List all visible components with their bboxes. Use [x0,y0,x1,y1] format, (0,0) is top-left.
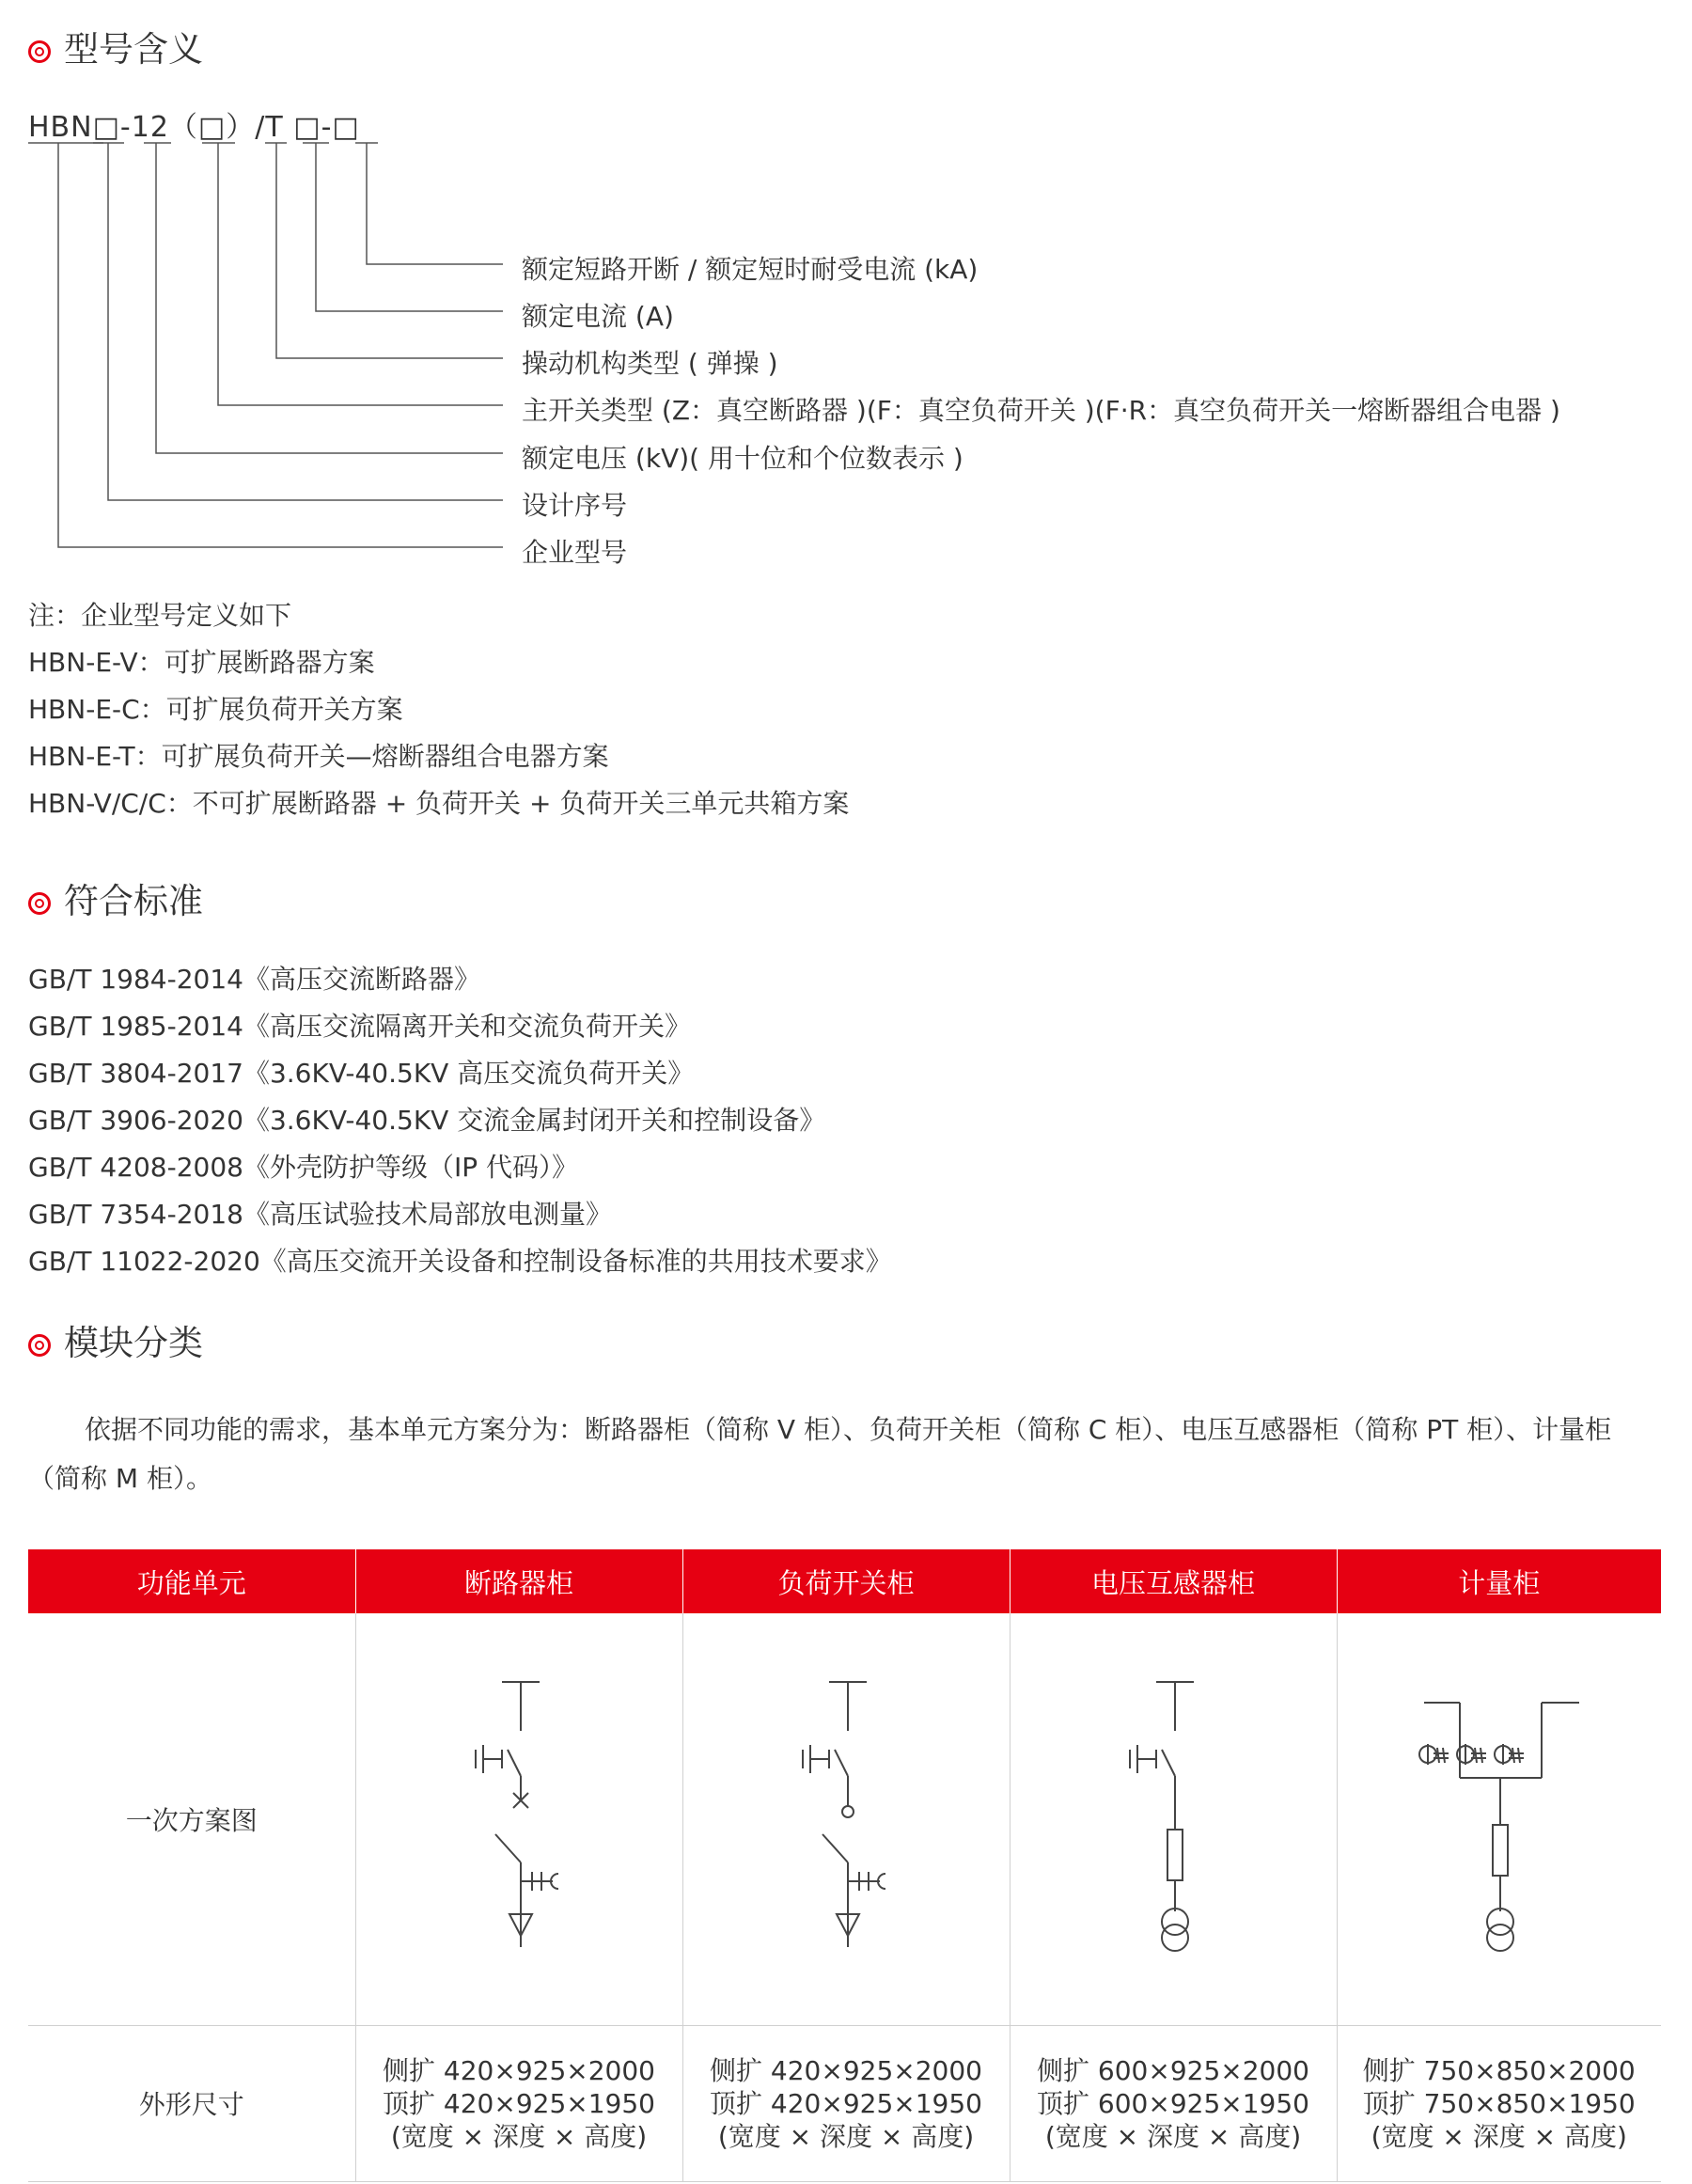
note-line: HBN-V/C/C：不可扩展断路器 + 负荷开关 + 负荷开关三单元共箱方案 [28,788,850,819]
note-line: HBN-E-V：可扩展断路器方案 [28,647,375,678]
size-side: 侧扩 600×925×2000 [1037,2054,1309,2086]
diagram-cell [355,1613,682,2025]
size-note: (宽度 × 深度 × 高度) [390,2120,648,2152]
meaning-rated-current: 额定电流 (A) [522,301,674,332]
size-cell [1010,2025,1337,2181]
model-code-lines [0,0,1692,583]
meaning-switch-type: 主开关类型 (Z：真空断路器 )(F：真空负荷开关 )(F·R：真空负荷开关一熔断器组合电器 ) [522,395,1560,426]
meaning-rated-voltage: 额定电压 (kV)( 用十位和个位数表示 ) [522,443,964,474]
standard-item: GB/T 1985-2014《高压交流隔离开关和交流负荷开关》 [28,1011,691,1042]
standard-item: GB/T 3906-2020《3.6KV-40.5KV 交流金属封闭开关和控制设备》 [28,1105,826,1136]
meaning-mechanism: 操动机构类型 ( 弹操 ) [522,348,778,379]
meaning-design-number: 设计序号 [522,490,628,521]
standards-section-title: 符合标准 [28,872,203,923]
load-switch-single-line-diagram-icon [790,1674,902,1956]
row-label-size: 外形尺寸 [28,2025,355,2181]
size-top: 顶扩 750×850×1950 [1362,2087,1636,2119]
size-top: 顶扩 600×925×1950 [1037,2087,1309,2119]
size-cell [355,2025,682,2181]
size-note: (宽度 × 深度 × 高度) [717,2120,975,2152]
size-note: (宽度 × 深度 × 高度) [1371,2120,1627,2152]
note-line: HBN-E-C：可扩展负荷开关方案 [28,694,403,725]
size-cell [682,2025,1010,2181]
double-circle-icon [28,1334,51,1357]
standard-item: GB/T 7354-2018《高压试验技术局部放电测量》 [28,1199,612,1230]
size-side: 侧扩 420×925×2000 [383,2054,655,2086]
note-line: HBN-E-T：可扩展负荷开关—熔断器组合电器方案 [28,741,609,772]
standard-item: GB/T 3804-2017《3.6KV-40.5KV 高压交流负荷开关》 [28,1058,695,1089]
model-code: HBN□-12（□）/T □-□ [28,111,360,144]
module-section-title: 模块分类 [28,1314,203,1365]
size-top: 顶扩 420×925×1950 [710,2087,982,2119]
size-note: (宽度 × 深度 × 高度) [1044,2120,1302,2152]
double-circle-icon [28,892,51,915]
metering-single-line-diagram-icon [1405,1674,1593,1956]
size-side: 侧扩 420×925×2000 [710,2054,982,2086]
size-top: 顶扩 420×925×1950 [383,2087,655,2119]
model-section-title: 型号含义 [28,21,203,71]
breaker-single-line-diagram-icon [462,1674,575,1956]
diagram-cell [682,1613,1010,2025]
standard-item: GB/T 4208-2008《外壳防护等级（IP 代码）》 [28,1152,579,1183]
meaning-enterprise-model: 企业型号 [522,537,628,568]
diagram-cell [1337,1613,1661,2025]
header-breaker-cabinet: 断路器柜 [355,1549,682,1613]
voltage-transformer-single-line-diagram-icon [1117,1674,1230,1956]
diagram-cell [1010,1613,1337,2025]
size-cell [1337,2025,1661,2181]
header-vt-cabinet: 电压互感器柜 [1010,1549,1337,1613]
header-metering-cabinet: 计量柜 [1337,1549,1661,1613]
module-table [28,1549,1661,2182]
standard-item: GB/T 11022-2020《高压交流开关设备和控制设备标准的共用技术要求》 [28,1246,892,1277]
header-function-unit: 功能单元 [28,1549,355,1613]
module-description: 依据不同功能的需求，基本单元方案分为：断路器柜（简称 V 柜）、负荷开关柜（简称 C 柜）、电压互感器柜（简称 PT 柜）、计量柜（简称 M 柜）。 [28,1414,1612,1494]
header-load-switch-cabinet: 负荷开关柜 [682,1549,1010,1613]
size-side: 侧扩 750×850×2000 [1362,2054,1636,2086]
row-label-diagram: 一次方案图 [28,1613,355,2025]
note-line: 注：企业型号定义如下 [28,600,292,631]
standard-item: GB/T 1984-2014《高压交流断路器》 [28,964,480,995]
meaning-short-circuit: 额定短路开断 / 额定短时耐受电流 (kA) [522,254,979,285]
